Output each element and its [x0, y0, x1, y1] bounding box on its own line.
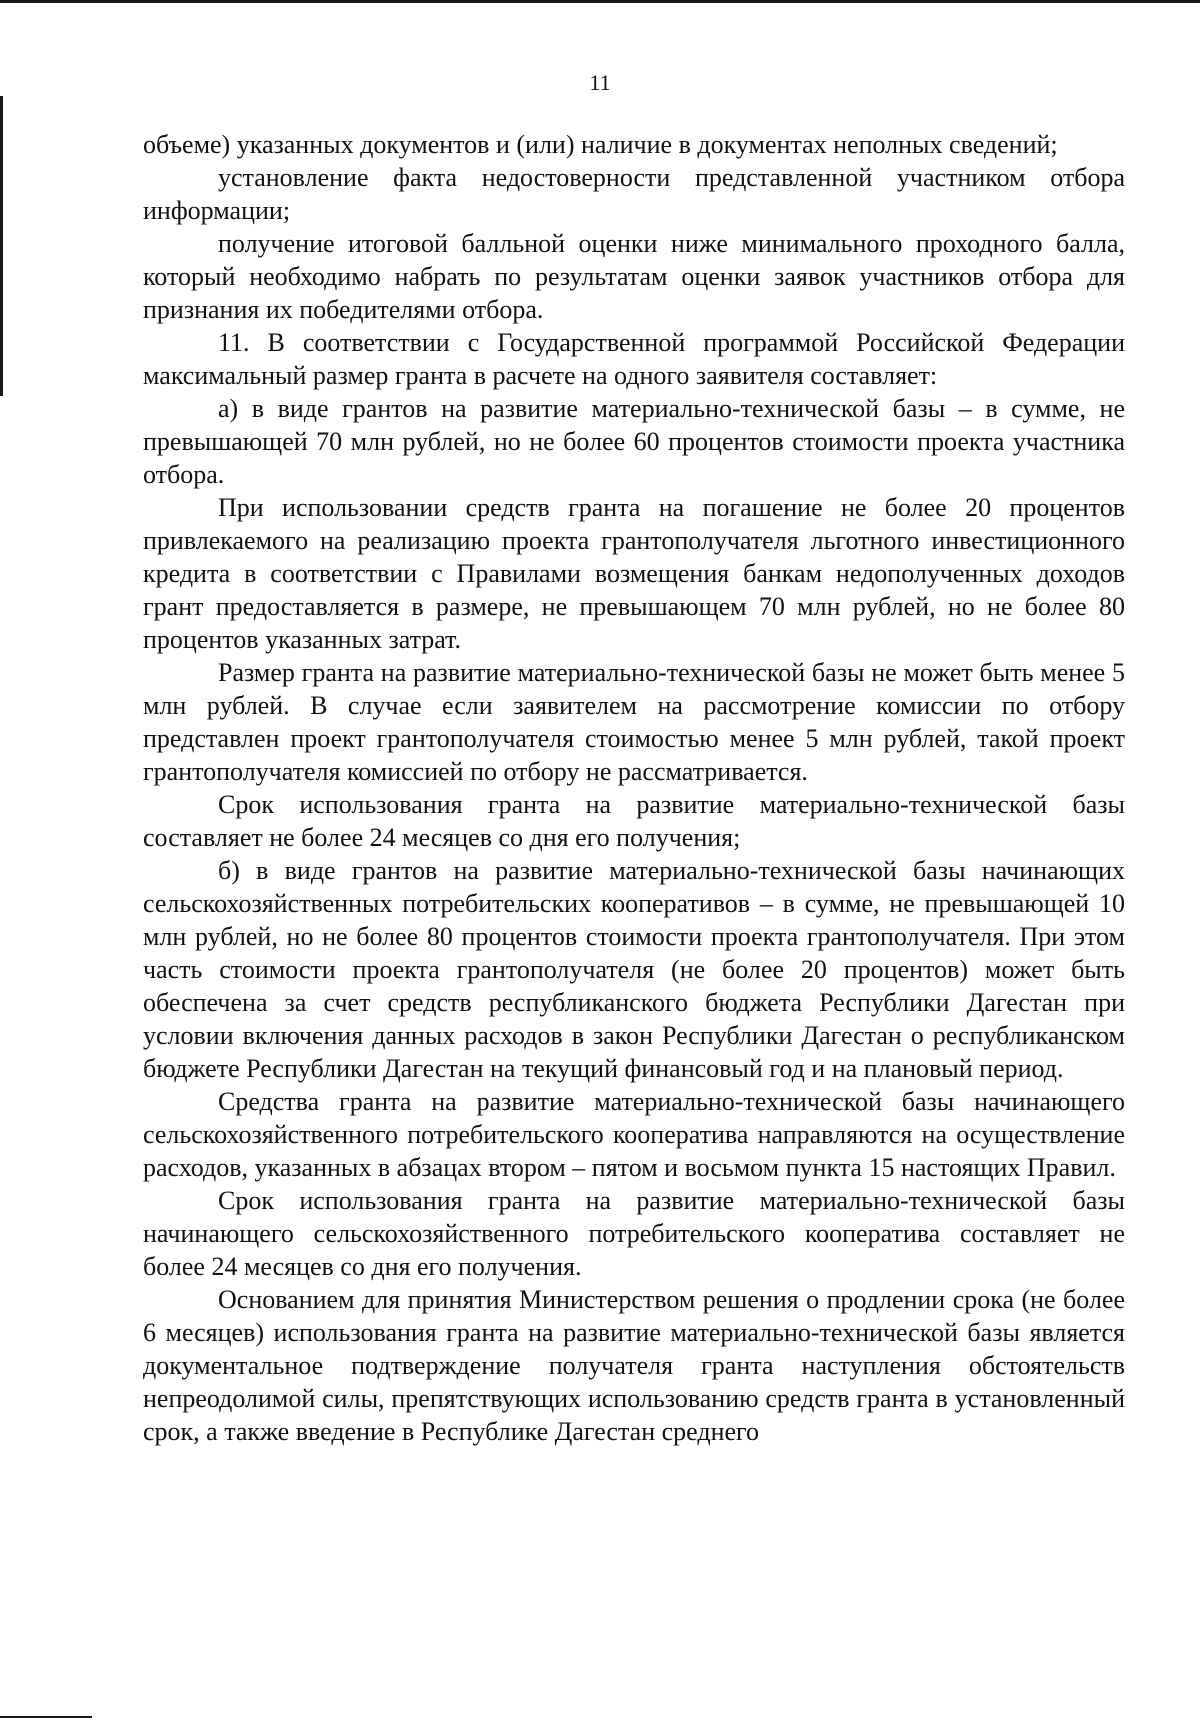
paragraph-10: Средства гранта на развитие материально-технической базы начинающего сельскохозяйственного потребительского кооператива направляются на осуществление расходов, указанных в абзацах втором – пятом и восьмом пункта 15 настоящих Правил. [143, 1087, 1125, 1182]
paragraph-9: б) в виде грантов на развитие материально-технической базы начинающих сельскохозяйственных потребительских кооперативов – в сумме, не превышающей 10 млн рублей, но не более 80 процентов стоимости проекта грантополучателя. При этом часть стоимости проекта грантополучателя (не более 20 процентов) может быть обеспечена за счет средств республиканского бюджета Республики Дагестан при условии включения данных расходов в закон Республики Дагестан о республиканском бюджете Республики Дагестан на текущий финансовый год и на плановый период. [143, 856, 1125, 1083]
paragraph-3: получение итоговой балльной оценки ниже минимального проходного балла, который необходимо набрать по результатам оценки заявок участников отбора для признания их победителями отбора. [143, 229, 1125, 324]
scan-left-mark [0, 96, 3, 396]
page-number: 11 [589, 70, 611, 95]
paragraph-2: установление факта недостоверности представленной участником отбора информации; [143, 163, 1125, 225]
document-body [143, 128, 1125, 1448]
paragraph-7: Размер гранта на развитие материально-технической базы не может быть менее 5 млн рублей. В случае если заявителем на рассмотрение комиссии по отбору представлен проект грантополучателя стоимостью менее 5 млн рублей, такой проект грантополучателя комиссией по отбору не рассматривается. [143, 658, 1125, 786]
paragraph-6: При использовании средств гранта на погашение не более 20 процентов привлекаемого на реализацию проекта грантополучателя льготного инвестиционного кредита в соответствии с Правилами возмещения банкам недополученных доходов грант предоставляется в размере, не превышающем 70 млн рублей, но не более 80 процентов указанных затрат. [143, 493, 1125, 654]
paragraph-4: 11. В соответствии с Государственной программой Российской Федерации максимальный размер гранта в расчете на одного заявителя составляет: [143, 328, 1125, 390]
paragraph-1: объеме) указанных документов и (или) наличие в документах неполных сведений; [143, 130, 1058, 159]
paragraph-8: Срок использования гранта на развитие материально-технической базы составляет не более 24 месяцев со дня его получения; [143, 790, 1125, 852]
scan-bottom-edge [0, 1716, 92, 1718]
paragraph-12: Основанием для принятия Министерством решения о продлении срока (не более 6 месяцев) использования гранта на развитие материально-технической базы является документальное подтверждение получателя гранта наступления обстоятельств непреодолимой силы, препятствующих использованию средств гранта в установленный срок, а также введение в Республике Дагестан среднего [143, 1285, 1125, 1446]
scan-top-edge [0, 0, 1200, 3]
paragraph-11: Срок использования гранта на развитие материально-технической базы начинающего сельскохозяйственного потребительского кооператива составляет не более 24 месяцев со дня его получения. [143, 1186, 1125, 1281]
paragraph-5: а) в виде грантов на развитие материально-технической базы – в сумме, не превышающей 70 млн рублей, но не более 60 процентов стоимости проекта участника отбора. [143, 394, 1125, 489]
